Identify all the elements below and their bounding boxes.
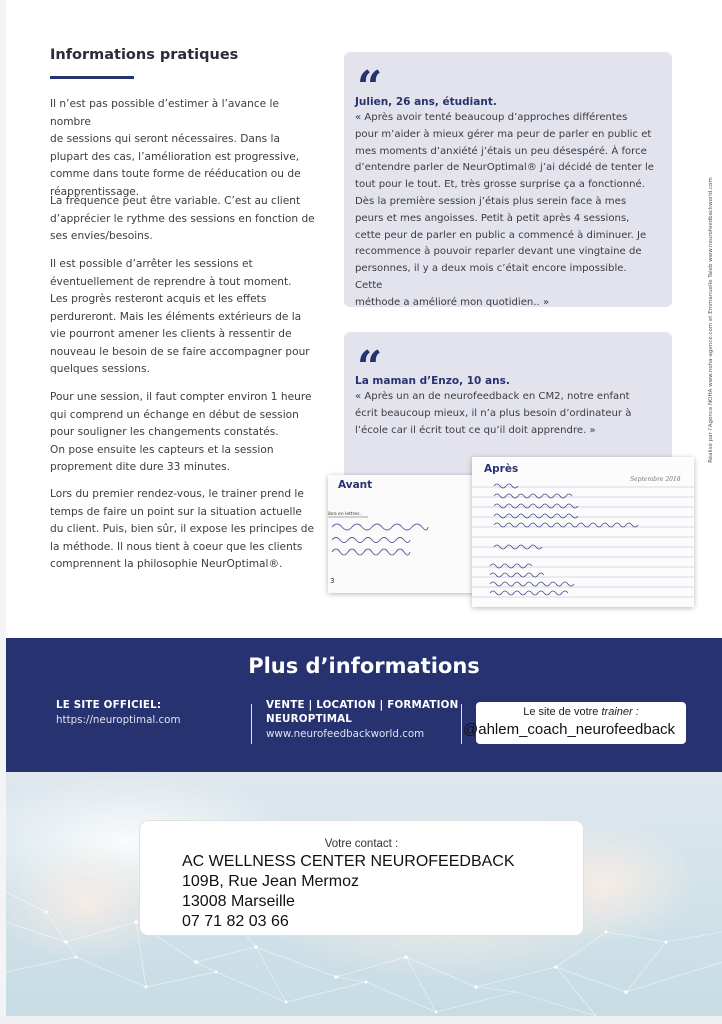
trainer-handle-link[interactable]: @ahlem_coach_neurofeedback bbox=[463, 721, 676, 738]
trainer-caption: Le site de votre trainer : bbox=[523, 706, 639, 718]
sample-after-label: Après bbox=[484, 463, 519, 475]
info-paragraph-1: Il n’est pas possible d’estimer à l’avance le nombre de sessions qui seront nécessaires. Dans la plupart des cas, l’amélioration est progressive, comme dans toute forme de rééducation ou de réapprentissage. bbox=[50, 98, 301, 198]
testimonial-text: « Après avoir tenté beaucoup d’approches différentes pour m’aider à mieux gérer ma peur de parler en public et mes moments d’anxiété j’étais un peu désespéré. À force d’entendre parler de NeurOptimal® j’ai décidé de tenter le tout pour le tout. Et, très grosse surprise ça a fonctionné. Dès la première session j’étais plus serein face à mes peurs et mes angoisses. Petit à petit après 4 sessions, cette peur de parler en public a commencé à diminuer. Je recommence à pouvoir reparler devant une vingtaine de personnes, il y a deux mois c’était encore impossible. Cette méthode a amélioré mon quotidien.. » bbox=[355, 112, 654, 308]
svg-text:3: 3 bbox=[330, 577, 335, 585]
svg-text:ibre en lettres.: ibre en lettres. bbox=[328, 512, 361, 517]
testimonial-text: « Après un an de neurofeedback en CM2, notre enfant écrit beaucoup mieux, il n’a plus besoin d’ordinateur à l’école car il écrit tout ce qu’il doit apprendre. » bbox=[355, 391, 632, 436]
contact-company: AC WELLNESS CENTER NEUROFEEDBACK bbox=[182, 853, 515, 870]
svg-text:Septembre 2018: Septembre 2018 bbox=[630, 476, 681, 483]
bottom-strip bbox=[0, 1016, 722, 1024]
info-paragraph-4: Pour une session, il faut compter environ 1 heure qui comprend un échange en début de session pour souligner les changements constatés. On pose ensuite les capteurs et la session proprement dite dure 33 minutes. bbox=[50, 391, 312, 473]
handwriting-after-image bbox=[472, 457, 694, 607]
contact-street: 109B, Rue Jean Mermoz bbox=[182, 873, 359, 890]
testimonial-name: Julien, 26 ans, étudiant. bbox=[355, 96, 497, 108]
contact-phone[interactable]: 07 71 82 03 66 bbox=[182, 913, 289, 930]
section-title: Informations pratiques bbox=[50, 47, 239, 63]
testimonial-name: La maman d’Enzo, 10 ans. bbox=[355, 375, 510, 387]
official-site-label: LE SITE OFFICIEL: bbox=[56, 699, 162, 711]
contact-caption: Votre contact : bbox=[324, 838, 399, 850]
handwriting-before-image bbox=[328, 475, 476, 593]
more-info-title: Plus d’informations bbox=[248, 654, 480, 678]
side-credit: Réalisé par l’Agence NOHA www.noha-agence.com et Emmanuelle Taieb www.neurofeedbackworld.com bbox=[708, 177, 714, 463]
sales-label: VENTE | LOCATION | FORMATION NEUROPTIMAL bbox=[266, 699, 459, 725]
info-paragraph-2: La fréquence peut être variable. C’est au client d’apprécier le rythme des sessions en fonction de ses envies/besoins. bbox=[50, 195, 315, 242]
info-paragraph-5: Lors du premier rendez-vous, le trainer prend le temps de faire un point sur la situation actuelle du client. Puis, bien sûr, il expose les principes de la méthode. Il nous tient à coeur que les clients comprennent la philosophie NeurOptimal®. bbox=[50, 488, 315, 570]
official-site-link[interactable]: https://neuroptimal.com bbox=[56, 714, 181, 726]
band-separator bbox=[251, 704, 252, 744]
quote-mark-icon: “ bbox=[357, 62, 383, 113]
handwriting-sample-after bbox=[472, 457, 694, 607]
contact-city: 13008 Marseille bbox=[182, 893, 295, 910]
sample-before-label: Avant bbox=[338, 479, 373, 491]
quote-mark-icon: “ bbox=[357, 342, 383, 393]
band-separator bbox=[461, 704, 462, 744]
title-underline bbox=[50, 76, 134, 79]
handwriting-sample-before bbox=[328, 475, 476, 593]
sales-site-link[interactable]: www.neurofeedbackworld.com bbox=[266, 728, 425, 740]
info-paragraph-3: Il est possible d’arrêter les sessions et éventuellement de reprendre à tout moment. Les progrès resteront acquis et les effets perdureront. Mais les éléments extérieurs de la vie pourront amener les clients à ressentir de nouveau le besoin de se faire accompagner pour quelques sessions. bbox=[50, 258, 310, 375]
